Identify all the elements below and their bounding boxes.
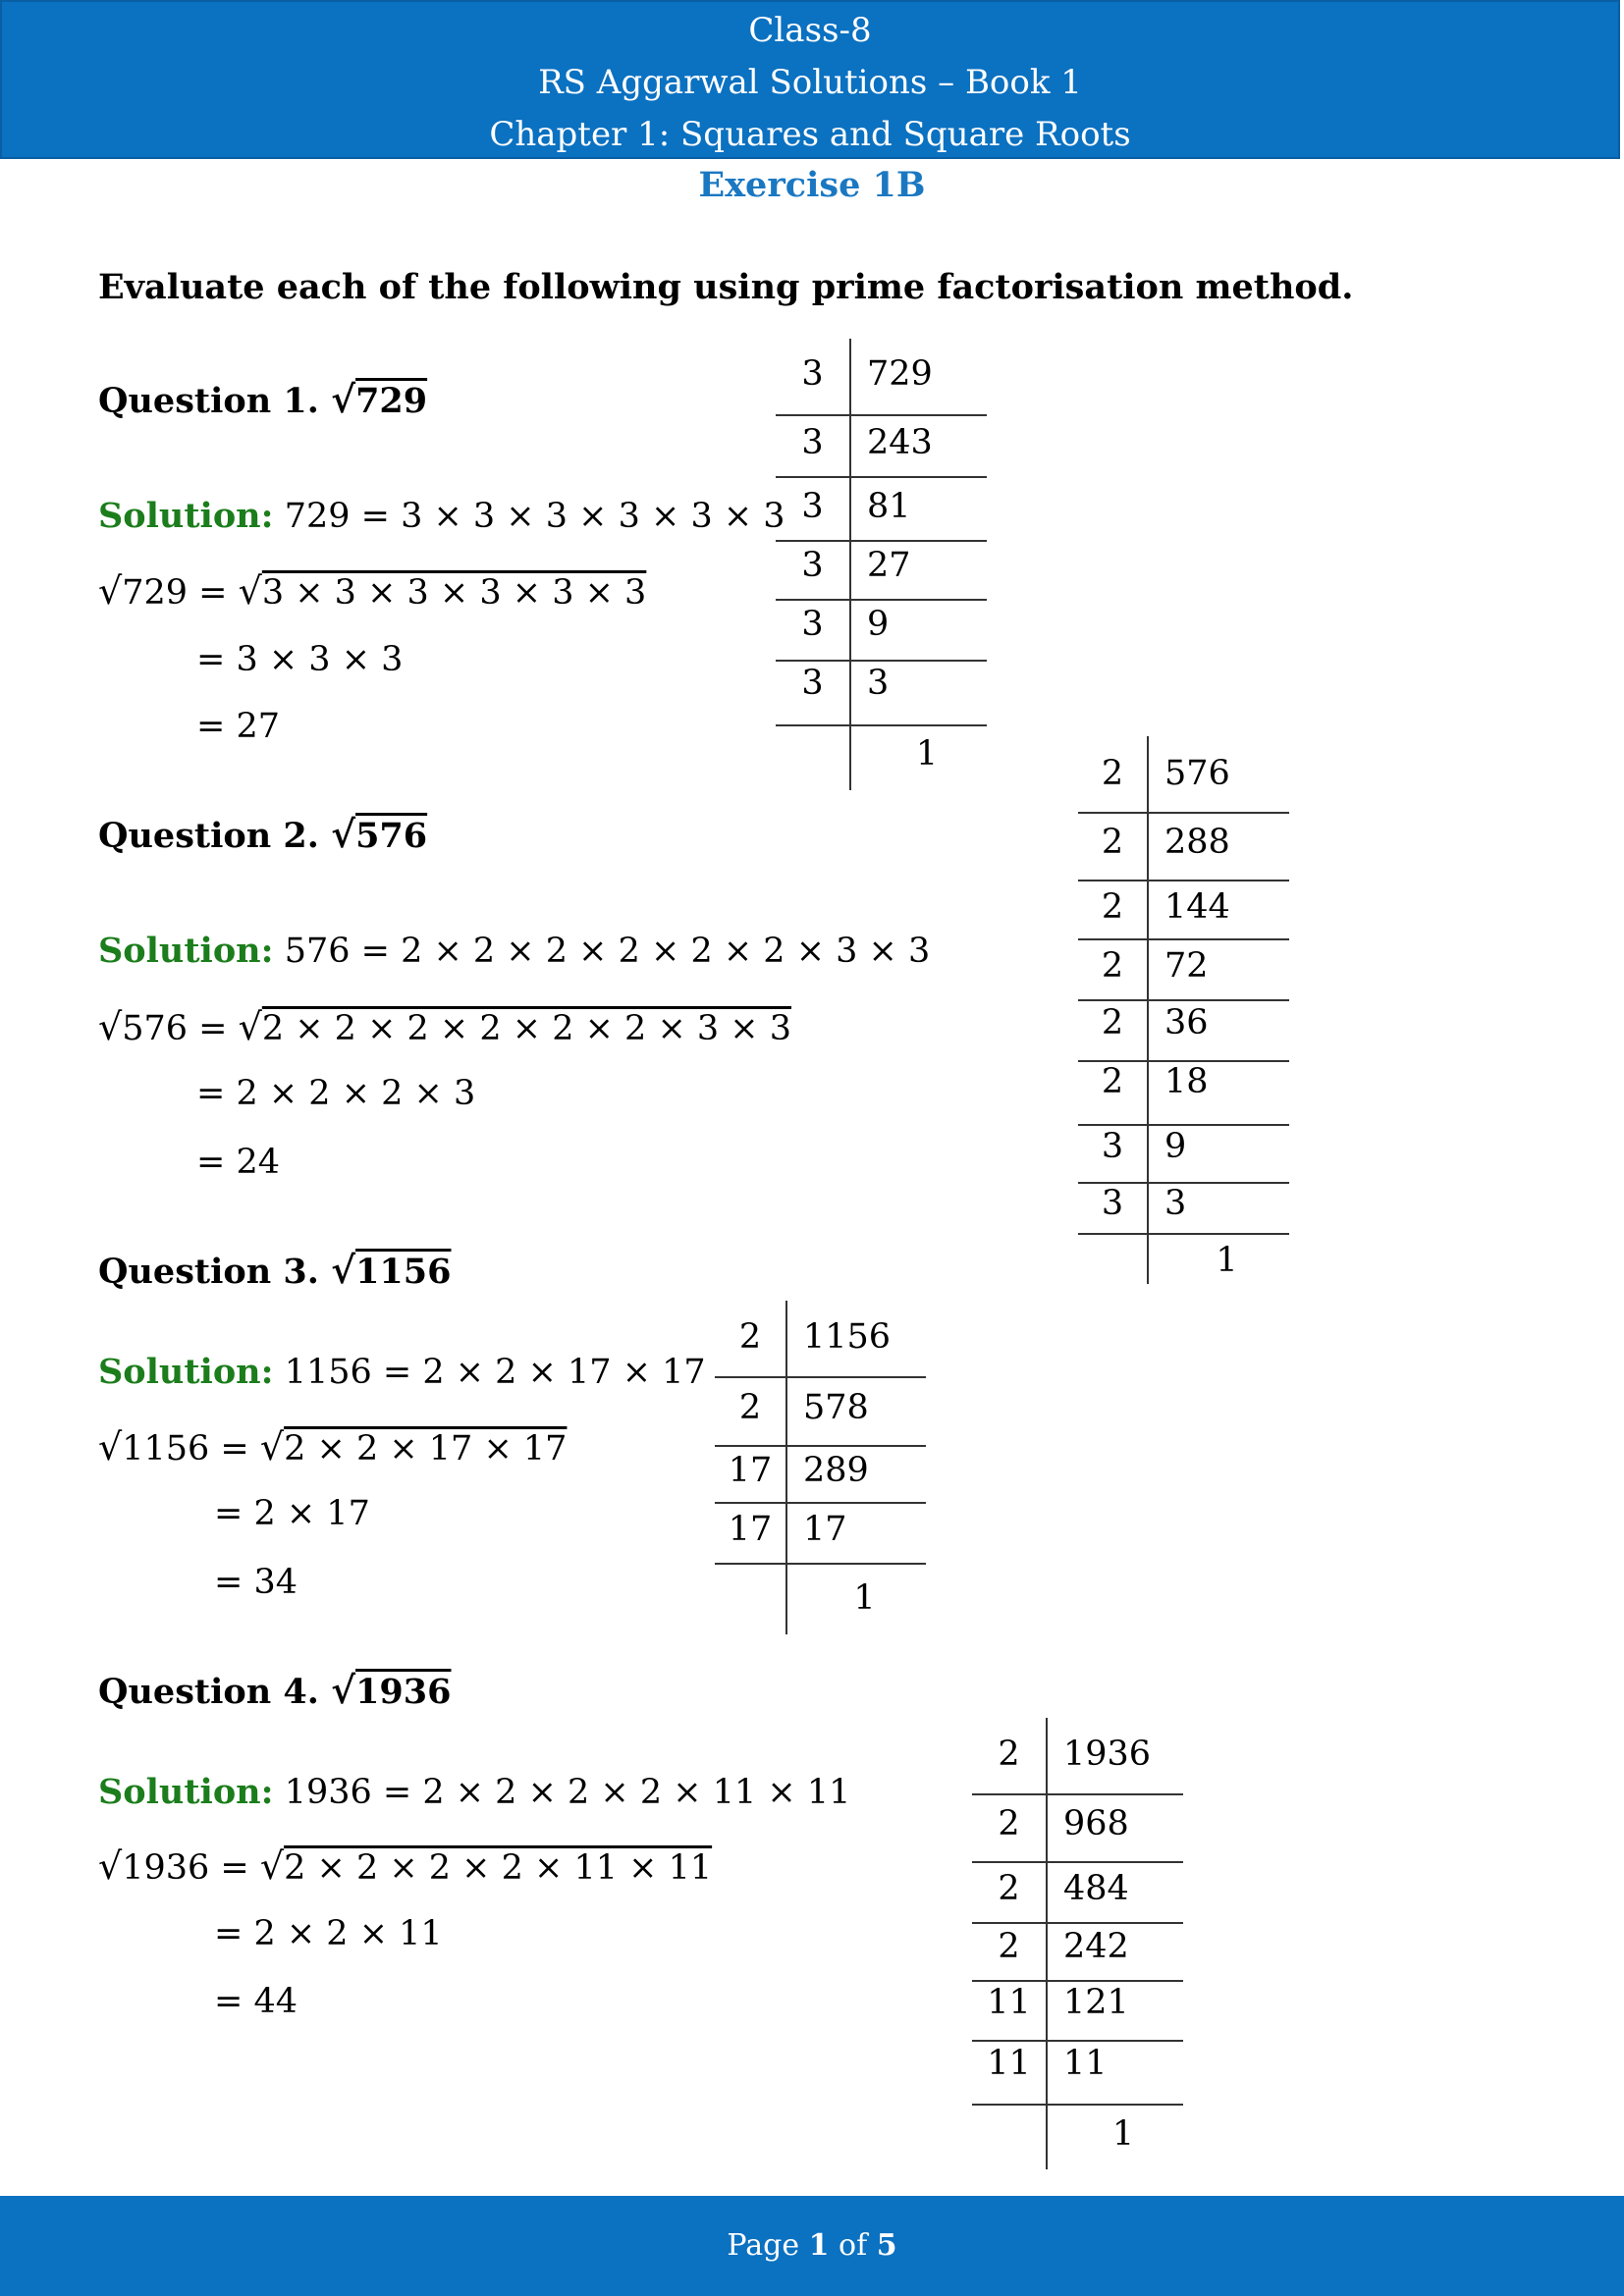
division-horizontal-line <box>776 414 987 416</box>
sqrt-rhs: 2 × 2 × 2 × 2 × 11 × 11 <box>284 1848 713 1888</box>
solution-1-factorisation <box>98 496 785 536</box>
solution-2-factorisation <box>98 931 930 971</box>
division-divisor: 3 <box>801 354 824 394</box>
solution-3-factorisation <box>98 1352 706 1392</box>
question-3-heading: Question 3. √1156 <box>98 1248 452 1292</box>
division-quotient: 36 <box>1164 1003 1209 1042</box>
division-divisor: 3 <box>1101 1127 1124 1166</box>
division-horizontal-line <box>776 724 987 726</box>
solution-1-result: = 27 <box>196 707 280 746</box>
division-quotient: 11 <box>1063 2044 1108 2083</box>
question-1-heading: Question 1. √729 <box>98 377 428 421</box>
division-horizontal-line <box>1078 812 1289 814</box>
question-4-heading: Question 4. √1936 <box>98 1668 452 1712</box>
division-quotient: 9 <box>867 605 890 644</box>
question-label: Question 3. <box>98 1252 319 1292</box>
solution-4-step: = 2 × 2 × 11 <box>214 1914 443 1953</box>
division-divisor: 2 <box>1101 887 1124 927</box>
division-divisor: 2 <box>1101 946 1124 986</box>
solution-label: Solution: <box>98 496 274 536</box>
solution-label: Solution: <box>98 931 274 971</box>
page-footer <box>0 2196 1624 2296</box>
division-quotient: 3 <box>867 664 890 703</box>
division-horizontal-line <box>972 2104 1183 2106</box>
division-divisor: 11 <box>987 1983 1031 2022</box>
division-divisor: 2 <box>1101 1003 1124 1042</box>
division-horizontal-line <box>776 599 987 601</box>
factorisation: 729 = 3 × 3 × 3 × 3 × 3 × 3 <box>284 497 785 536</box>
division-divisor: 2 <box>998 1927 1020 1966</box>
division-horizontal-line <box>972 1861 1183 1863</box>
division-quotient: 968 <box>1063 1804 1129 1843</box>
division-quotient: 1 <box>1111 2114 1135 2154</box>
division-vertical-line <box>1046 1718 1048 2169</box>
question-radicand: 576 <box>355 816 428 856</box>
division-horizontal-line <box>776 540 987 542</box>
division-quotient: 1 <box>915 734 939 774</box>
question-radicand: 1156 <box>355 1252 452 1292</box>
footer-of: of <box>829 2228 877 2263</box>
instruction-text: Evaluate each of the following using prime factorisation method. <box>98 267 1354 307</box>
division-quotient: 9 <box>1164 1127 1187 1166</box>
division-horizontal-line <box>972 1793 1183 1795</box>
division-divisor: 2 <box>998 1869 1020 1908</box>
solution-label: Solution: <box>98 1772 274 1812</box>
division-divisor: 3 <box>801 664 824 703</box>
question-radicand: 1936 <box>355 1672 452 1712</box>
question-2-heading: Question 2. √576 <box>98 812 428 856</box>
division-divisor: 17 <box>728 1451 773 1490</box>
division-divisor: 3 <box>1101 1184 1124 1223</box>
division-quotient: 81 <box>867 487 911 526</box>
question-label: Question 1. <box>98 381 319 421</box>
division-quotient: 1 <box>1216 1241 1238 1280</box>
division-quotient: 121 <box>1063 1983 1129 2022</box>
division-horizontal-line <box>715 1502 926 1504</box>
division-divisor: 2 <box>998 1804 1020 1843</box>
division-horizontal-line <box>972 1980 1183 1982</box>
solution-3-step: = 2 × 17 <box>214 1494 370 1533</box>
division-quotient: 144 <box>1164 887 1230 927</box>
division-divisor: 2 <box>1101 823 1124 862</box>
sqrt-rhs: 2 × 2 × 2 × 2 × 2 × 2 × 3 × 3 <box>261 1009 792 1048</box>
solution-2-step: = 2 × 2 × 2 × 3 <box>196 1074 476 1113</box>
division-horizontal-line <box>715 1376 926 1378</box>
division-vertical-line <box>849 339 851 790</box>
division-quotient: 1936 <box>1063 1735 1152 1774</box>
division-quotient: 576 <box>1164 754 1230 793</box>
solution-1-sqrt: √729 = √3 × 3 × 3 × 3 × 3 × 3 <box>98 569 647 613</box>
division-divisor: 2 <box>738 1317 762 1357</box>
division-horizontal-line <box>776 476 987 478</box>
division-horizontal-line <box>1078 1233 1289 1235</box>
division-horizontal-line <box>776 660 987 662</box>
factorisation: 576 = 2 × 2 × 2 × 2 × 2 × 2 × 3 × 3 <box>284 932 931 971</box>
division-quotient: 72 <box>1164 946 1209 986</box>
sqrt-rhs: 3 × 3 × 3 × 3 × 3 × 3 <box>261 573 647 613</box>
solution-3-sqrt: √1156 = √2 × 2 × 17 × 17 <box>98 1425 568 1468</box>
division-divisor: 2 <box>998 1735 1020 1774</box>
solution-4-factorisation <box>98 1772 850 1812</box>
division-quotient: 17 <box>803 1510 847 1549</box>
solution-2-result: = 24 <box>196 1143 280 1182</box>
solution-4-result: = 44 <box>214 1982 298 2021</box>
division-quotient: 243 <box>867 423 933 462</box>
division-divisor: 17 <box>728 1510 773 1549</box>
solution-label: Solution: <box>98 1352 274 1392</box>
header-chapter: Chapter 1: Squares and Square Roots <box>489 115 1131 154</box>
solution-1-step: = 3 × 3 × 3 <box>196 640 404 679</box>
division-quotient: 3 <box>1164 1184 1187 1223</box>
division-quotient: 578 <box>803 1388 869 1427</box>
sqrt-lhs: 1936 <box>122 1848 210 1888</box>
division-divisor: 3 <box>801 546 824 585</box>
division-horizontal-line <box>715 1563 926 1565</box>
division-horizontal-line <box>1078 880 1289 881</box>
division-divisor: 3 <box>801 605 824 644</box>
division-divisor: 2 <box>1101 754 1124 793</box>
division-divisor: 3 <box>801 423 824 462</box>
question-label: Question 2. <box>98 816 319 856</box>
solution-2-sqrt: √576 = √2 × 2 × 2 × 2 × 2 × 2 × 3 × 3 <box>98 1005 792 1048</box>
header-book: RS Aggarwal Solutions – Book 1 <box>538 63 1082 102</box>
footer-prefix: Page <box>727 2228 809 2263</box>
division-divisor: 3 <box>801 487 824 526</box>
sqrt-lhs: 576 <box>122 1009 189 1048</box>
division-horizontal-line <box>1078 1124 1289 1126</box>
question-label: Question 4. <box>98 1672 319 1712</box>
division-quotient: 27 <box>867 546 911 585</box>
division-quotient: 18 <box>1164 1062 1209 1101</box>
division-divisor: 2 <box>1101 1062 1124 1101</box>
division-horizontal-line <box>972 2040 1183 2042</box>
header-class: Class-8 <box>748 11 872 50</box>
solution-3-result: = 34 <box>214 1563 298 1602</box>
division-horizontal-line <box>972 1922 1183 1924</box>
solution-4-sqrt: √1936 = √2 × 2 × 2 × 2 × 11 × 11 <box>98 1844 713 1888</box>
footer-current-page: 1 <box>808 2228 830 2263</box>
division-quotient: 1 <box>853 1578 876 1618</box>
sqrt-lhs: 729 <box>122 573 189 613</box>
division-quotient: 1156 <box>803 1317 892 1357</box>
sqrt-lhs: 1156 <box>122 1429 210 1468</box>
division-horizontal-line <box>1078 999 1289 1001</box>
page-header <box>0 0 1620 159</box>
factorisation: 1156 = 2 × 2 × 17 × 17 <box>284 1353 706 1392</box>
division-horizontal-line <box>715 1445 926 1447</box>
division-horizontal-line <box>1078 938 1289 940</box>
footer-total-pages: 5 <box>876 2228 897 2263</box>
division-quotient: 729 <box>867 354 933 394</box>
division-vertical-line <box>1147 736 1149 1284</box>
division-quotient: 484 <box>1063 1869 1129 1908</box>
division-quotient: 242 <box>1063 1927 1129 1966</box>
exercise-title: Exercise 1B <box>698 165 926 205</box>
factorisation: 1936 = 2 × 2 × 2 × 2 × 11 × 11 <box>284 1773 851 1812</box>
question-radicand: 729 <box>355 381 428 421</box>
division-quotient: 289 <box>803 1451 869 1490</box>
division-vertical-line <box>785 1301 787 1634</box>
division-divisor: 11 <box>987 2044 1031 2083</box>
division-quotient: 288 <box>1164 823 1230 862</box>
division-divisor: 2 <box>738 1388 762 1427</box>
sqrt-rhs: 2 × 2 × 17 × 17 <box>284 1429 568 1468</box>
